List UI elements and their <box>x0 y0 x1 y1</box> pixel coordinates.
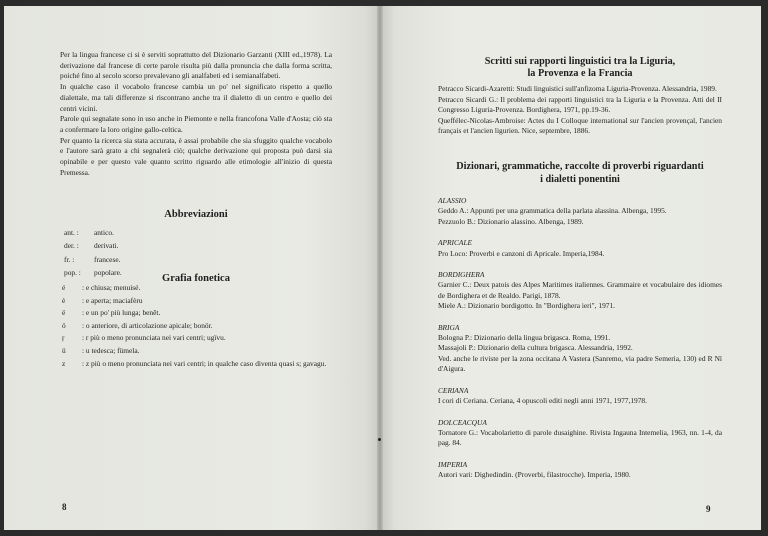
phonetic-description: : e un po' più lunga; benêt. <box>82 308 161 318</box>
heading-line: i dialetti ponentini <box>540 173 620 185</box>
section-name: BRIGA <box>438 322 460 332</box>
phonetic-description: : o anteriore, di articolazione apicale; bonör. <box>82 320 213 330</box>
dizionari-heading <box>438 161 722 186</box>
page-number-right: 9 <box>706 504 711 514</box>
section-name: ALASSIO <box>438 196 467 205</box>
abbreviation-row <box>64 239 122 252</box>
abbreviation-value: francese. <box>94 254 121 264</box>
paragraph: Parole qui segnalate sono in uso anche in Piemonte e nella francofona Valle d'Aosta; ciò sta a confermare la loro origine gallo-celtica. <box>60 114 332 134</box>
heading-line: la Provenza e la Francia <box>527 67 633 79</box>
phonetic-row <box>62 295 334 308</box>
phonetic-description: : z più o meno pronunciata nei vari centri; in qualche caso diventa quasi s; gavagu. <box>82 358 327 368</box>
phonetic-row <box>62 320 334 333</box>
section-name: CERIANA <box>438 385 469 395</box>
scritti-bibliography <box>438 84 722 137</box>
page-number-left: 8 <box>62 502 67 512</box>
section-name: BORDIGHERA <box>438 270 485 280</box>
dialect-section <box>438 386 722 407</box>
abbreviation-key: ant. : <box>64 228 79 237</box>
grafia-fonetica-heading: Grafia fonetica <box>162 273 230 284</box>
abbreviation-key: fr. : <box>64 254 75 264</box>
phonetic-description: : r più o meno pronunciata nei vari centri; ugïvu. <box>82 333 226 343</box>
heading-line: Scritti sui rapporti linguistici tra la Liguria, <box>484 56 676 67</box>
dialect-section <box>438 270 722 312</box>
phonetic-symbol: ë <box>62 308 66 318</box>
phonetic-row <box>62 345 334 358</box>
abbreviation-value: derivati. <box>94 241 119 251</box>
gutter-mark <box>378 438 381 441</box>
section-entry: Ved. anche le riviste per la zona occitana A Vastera (Sanremo, via padre Semeria, 130) ed R Nï d'Aigura. <box>438 353 722 374</box>
dialect-section <box>438 238 722 259</box>
section-entry: Garnier C.: Deux patois des Alpes Maritimes italiennes. Grammaire et vocabulaire des idiomes de Bordighera et de Realdo. Parigi, 1878. <box>438 280 722 300</box>
section-name: DOLCEACQUA <box>438 417 487 427</box>
section-entry: Bologna P.: Dizionario della lingua brigasca. Roma, 1991. <box>438 333 611 343</box>
section-entry: Pro Loco: Proverbi e canzoni di Apricale. Imperia,1984. <box>438 248 605 258</box>
phonetic-row <box>62 332 334 345</box>
phonetic-symbol: ŗ <box>62 333 65 343</box>
left-intro-text <box>60 50 332 178</box>
bibliography-entry: Petracco Sicardi-Azaretti: Studi linguistici sull'anfizoma Liguria-Provenza. Alessandria, 1989. <box>438 84 717 93</box>
dialect-section <box>438 323 722 375</box>
phonetic-row <box>62 358 334 371</box>
abbreviation-row <box>64 253 122 266</box>
abbreviation-value: antico. <box>94 228 114 237</box>
section-entry: Tornatore G.: Vocabolarietto di parole dusaighine. Rivista Ingauna Intemelia, 1963, nn. 1-4, da pag. 84. <box>438 427 722 448</box>
phonetic-description: : e chiusa; menuisé. <box>82 283 141 292</box>
abbreviation-value: popolare. <box>94 267 122 277</box>
book-gutter <box>377 6 383 530</box>
dialect-sections <box>438 196 722 492</box>
abbreviation-row <box>64 226 122 239</box>
phonetic-description: : e aperta; maciafèru <box>82 295 143 305</box>
phonetic-symbol: è <box>62 295 66 305</box>
heading-line: Dizionari, grammatiche, raccolte di proverbi riguardanti <box>456 161 704 172</box>
section-entry: Geddo A.: Appunti per una grammatica della parlata alassina. Albenga, 1995. <box>438 206 667 216</box>
phonetic-symbol: ö <box>62 320 66 330</box>
paragraph: Per la lingua francese ci si è serviti soprattutto del Dizionario Garzanti (XIII ed.,1978). La derivazione dal francese di certe parole risulta più dalla pronuncia che dalla forma scritta, poiché fino al secolo scorso prevalevano gli analfabeti ed i semianalfabeti. <box>60 50 332 81</box>
dialect-section <box>438 418 722 449</box>
section-entry: Massajoli P.: Dizionario della cultura brigasca. Alessandria, 1992. <box>438 343 633 353</box>
phonetic-description: : u tedesca; fümela. <box>82 345 140 355</box>
bibliography-entry: Petracco Sicardi G.: Il problema dei rapporti linguistici tra la Liguria e la Provenza. Atti del II Congresso Liguria-Provenza. Bordighera, 1971, pp.19-36. <box>438 94 722 114</box>
bibliography-entry: Queffélec-Nicolas-Ambroise: Actes du I Colloque international sur l'ancien provençal, l'ancien français et l'ancien ligurien. Nice, septembre, 1886. <box>438 115 722 135</box>
section-entry: Miele A.: Dizionario bordigotto. In "Bordighera ieri", 1971. <box>438 301 616 311</box>
abbreviation-key: der. : <box>64 241 79 251</box>
section-name: IMPERIA <box>438 459 468 469</box>
paragraph: In qualche caso il vocabolo francese cambia un po' nel significato rispetto a quello dialettale, ma tali differenze si riscontrano anche tra il dialetto di un centro e quello dei centri vicini. <box>60 82 332 113</box>
abbreviations-list <box>64 226 122 279</box>
phonetic-symbol: ü <box>62 345 66 355</box>
phonetic-symbol: z <box>62 358 66 368</box>
abbreviazioni-heading: Abbreviazioni <box>164 209 228 220</box>
phonetic-list <box>62 282 334 370</box>
paragraph: Per quanto la ricerca sia stata accurata, è assai probabile che sia sfuggito qualche vocabolo e l'autore sarà grato a chi segnalerà ciò; qualche derivazione qui proposta può darsi sia opinabile e per questo vale quanto scritto riguardo alle etimologie all'inizio di questa Premessa. <box>60 135 332 177</box>
section-name: APRICALE <box>438 238 473 248</box>
phonetic-symbol: é <box>62 283 66 292</box>
abbreviation-key: pop. : <box>64 267 81 277</box>
section-entry: Pezzuolo B.: Dizionario alassino. Albenga, 1989. <box>438 216 584 226</box>
dialect-section <box>438 460 722 481</box>
section-entry: I cori di Ceriana. Ceriana, 4 opuscoli editi negli anni 1971, 1977,1978. <box>438 396 647 406</box>
dialect-section <box>438 196 722 227</box>
phonetic-row <box>62 282 334 295</box>
scritti-heading <box>438 56 722 79</box>
section-entry: Autori vari: Dighedindin. (Proverbi, filastrocche). Imperia, 1980. <box>438 470 631 480</box>
phonetic-row <box>62 307 334 320</box>
